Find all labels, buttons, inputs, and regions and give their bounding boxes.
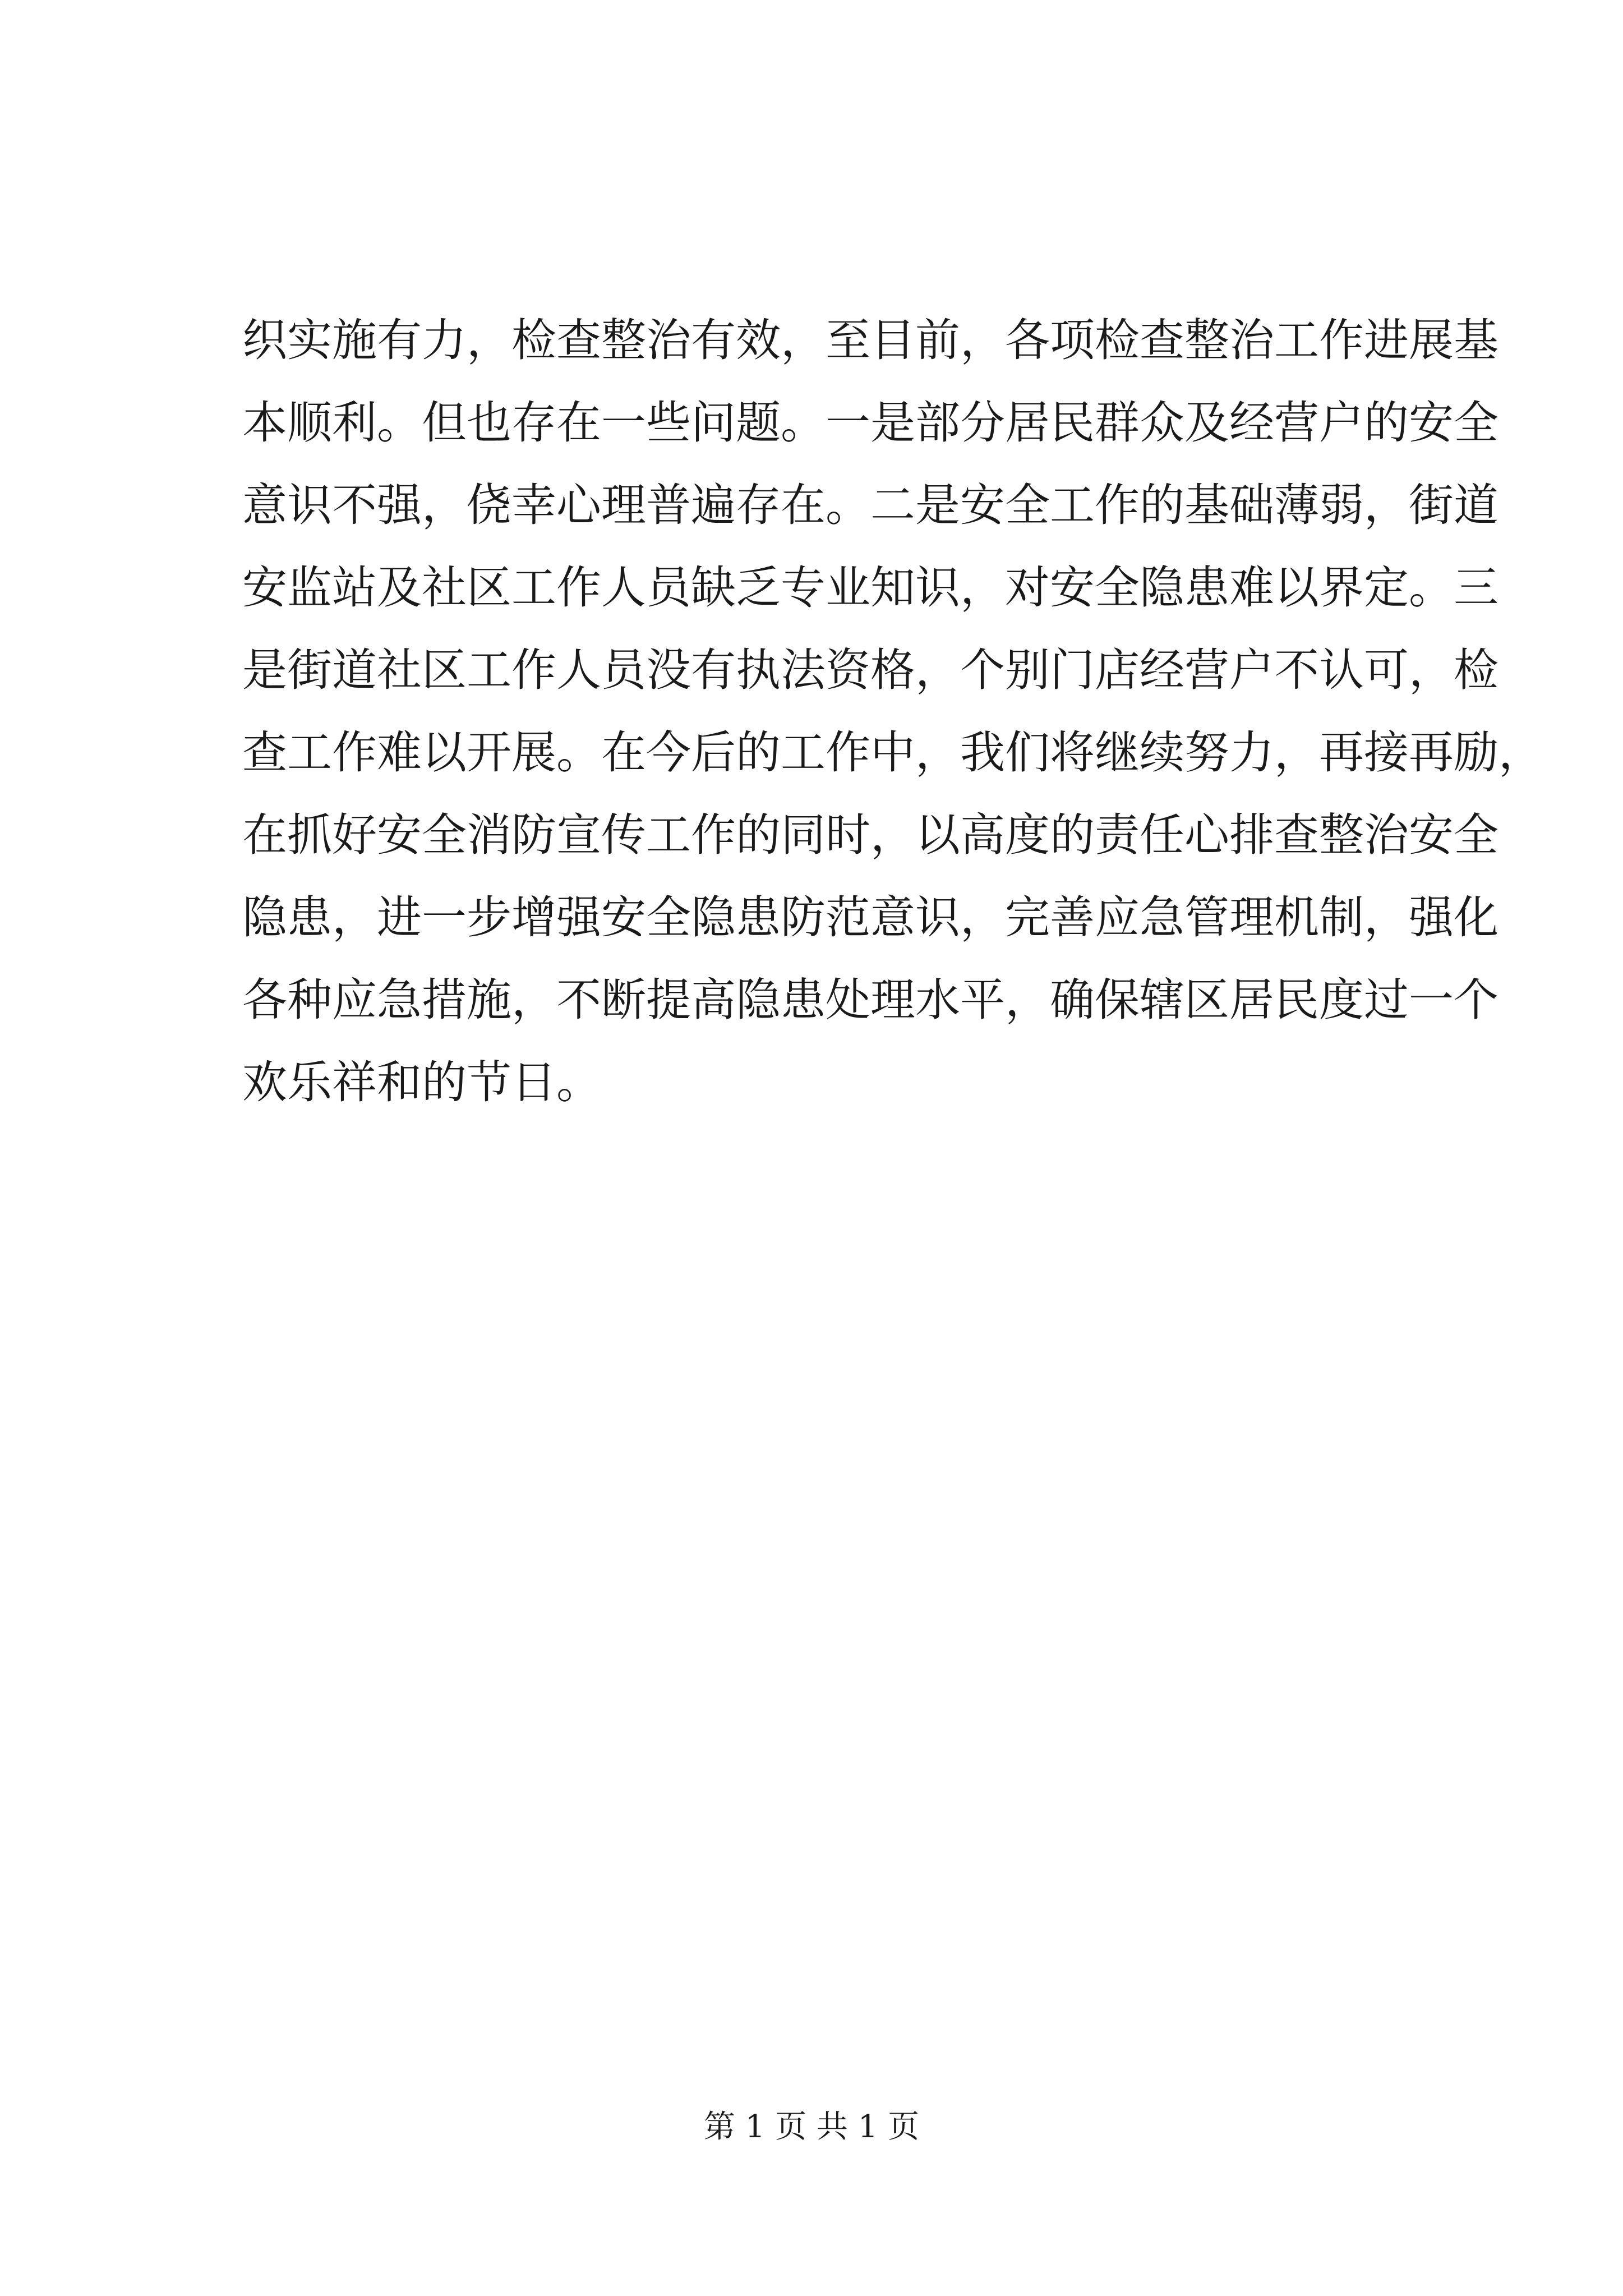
body-line: 本顺利。但也存在一些问题。一是部分居民群众及经营户的安全 <box>242 397 1498 449</box>
body-line: 隐患，进一步增强安全隐患防范意识，完善应急管理机制，强化 <box>242 891 1498 944</box>
body-line: 在抓好安全消防宣传工作的同时，以高度的责任心排查整治安全 <box>242 809 1498 861</box>
body-line: 意识不强，侥幸心理普遍存在。二是安全工作的基础薄弱，街道 <box>242 479 1498 531</box>
body-line: 欢乐祥和的节日。 <box>242 1056 601 1108</box>
body-line: 各种应急措施，不断提高隐患处理水平，确保辖区居民度过一个 <box>242 974 1498 1026</box>
body-line: 是街道社区工作人员没有执法资格，个别门店经营户不认可，检 <box>242 644 1498 696</box>
body-line: 织实施有力，检查整治有效，至目前，各项检查整治工作进展基 <box>242 314 1498 366</box>
body-line: 查工作难以开展。在今后的工作中，我们将继续努力，再接再励， <box>242 726 1543 779</box>
body-paragraph <box>242 299 1543 1124</box>
page-number-footer: 第 1 页 共 1 页 <box>703 2109 920 2145</box>
body-line: 安监站及社区工作人员缺乏专业知识，对安全隐患难以界定。三 <box>242 562 1498 614</box>
